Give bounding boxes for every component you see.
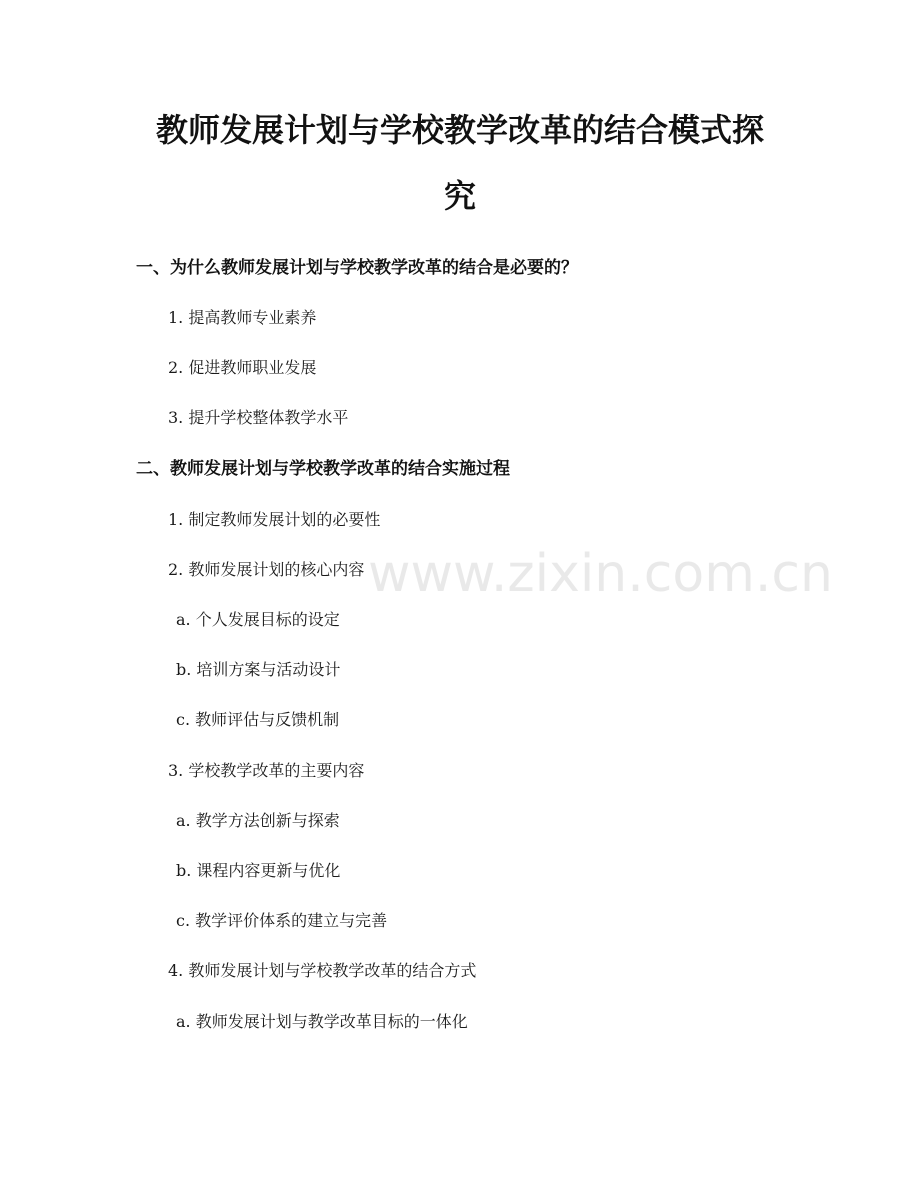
sub-list-item: b. 课程内容更新与优化: [176, 861, 341, 880]
list-item: 2. 教师发展计划的核心内容: [168, 560, 365, 579]
sub-list-item: c. 教学评价体系的建立与完善: [176, 911, 388, 930]
sub-list-item: b. 培训方案与活动设计: [176, 660, 341, 679]
list-item: 1. 制定教师发展计划的必要性: [168, 510, 381, 529]
list-item: 2. 促进教师职业发展: [168, 358, 317, 377]
watermark: www.zixin.com.cn: [368, 544, 833, 604]
list-item: 3. 学校教学改革的主要内容: [168, 761, 365, 780]
list-item: 1. 提高教师专业素养: [168, 308, 317, 327]
list-item: 3. 提升学校整体教学水平: [168, 408, 349, 427]
section-heading-1: 一、为什么教师发展计划与学校教学改革的结合是必要的？: [136, 258, 578, 278]
section-heading-2: 二、教师发展计划与学校教学改革的结合实施过程: [136, 459, 510, 479]
document-title-line-1: 教师发展计划与学校教学改革的结合模式探: [155, 111, 764, 149]
sub-list-item: a. 教学方法创新与探索: [176, 811, 340, 830]
sub-list-item: a. 教师发展计划与教学改革目标的一体化: [176, 1012, 468, 1031]
sub-list-item: c. 教师评估与反馈机制: [176, 710, 340, 729]
list-item: 4. 教师发展计划与学校教学改革的结合方式: [168, 961, 477, 980]
sub-list-item: a. 个人发展目标的设定: [176, 610, 340, 629]
document-title-line-2: 究: [443, 177, 476, 215]
